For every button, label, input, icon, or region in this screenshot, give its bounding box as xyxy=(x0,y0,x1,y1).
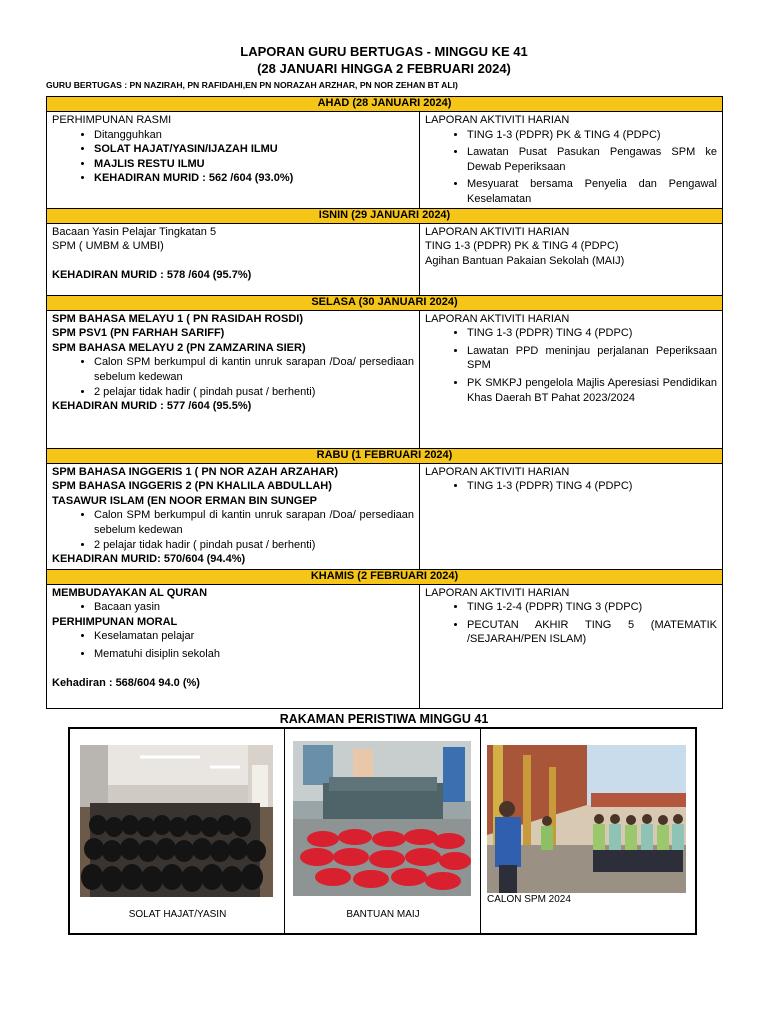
ahad-left-cell xyxy=(47,112,420,209)
caption-solat-hajat: SOLAT HAJAT/YASIN xyxy=(128,909,227,920)
list-item: • Keselamatan pelajar xyxy=(94,629,414,644)
list-item: • KEHADIRAN MURID : 562 /604 (93.0%) xyxy=(94,171,414,186)
section-heading: LAPORAN AKTIVITI HARIAN xyxy=(425,312,570,325)
report-subtitle: (28 JANUARI HINGGA 2 FEBRUARI 2024) xyxy=(257,61,511,76)
photo-calon-spm xyxy=(487,745,686,893)
list-item: • SOLAT HAJAT/YASIN/IJAZAH ILMU xyxy=(94,142,414,157)
text-line: Agihan Bantuan Pakaian Sekolah (MAIJ) xyxy=(425,254,625,267)
selasa-right-cell xyxy=(420,310,723,448)
list-item: • Bacaan yasin xyxy=(94,600,414,615)
text-line: SPM ( UMBM & UMBI) xyxy=(52,240,164,253)
selasa-left-cell xyxy=(47,310,420,448)
exam-line: SPM BAHASA INGGERIS 1 ( PN NOR AZAH ARZAHAR) xyxy=(52,465,339,478)
photo-gallery xyxy=(68,727,697,935)
day-header-khamis: KHAMIS (2 FEBRUARI 2024) xyxy=(47,569,723,584)
list-item: • MAJLIS RESTU ILMU xyxy=(94,157,414,172)
section-heading: LAPORAN AKTIVITI HARIAN xyxy=(425,114,570,126)
list-item: • TING 1-2-4 (PDPR) TING 3 (PDPC) xyxy=(467,600,717,615)
gallery-cell-3 xyxy=(481,729,695,933)
list-item: • Lawatan PPD meninjau perjalanan Peperiksaan SPM xyxy=(467,344,717,373)
exam-line: SPM PSV1 (PN FARHAH SARIFF) xyxy=(52,327,225,340)
exam-line: TASAWUR ISLAM (EN NOOR ERMAN BIN SUNGEP xyxy=(52,494,318,507)
rabu-right-cell xyxy=(420,463,723,569)
photo-bantuan-maij xyxy=(293,741,471,896)
rabu-left-cell xyxy=(47,463,420,569)
exam-line: SPM BAHASA INGGERIS 2 (PN KHALILA ABDULLAH) xyxy=(52,480,332,493)
day-header-ahad: AHAD (28 JANUARI 2024) xyxy=(47,97,723,112)
section-heading: MEMBUDAYAKAN AL QURAN xyxy=(52,586,208,599)
list-item: • Mematuhi disiplin sekolah xyxy=(94,647,414,662)
attendance: Kehadiran : 568/604 94.0 (%) xyxy=(52,676,200,689)
section-heading: PERHIMPUNAN RASMI xyxy=(52,114,172,126)
duty-teachers: GURU BERTUGAS : PN NAZIRAH, PN RAFIDAHI,EN PN NORAZAH ARZHAR, PN NOR ZEHAN BT ALI) xyxy=(46,80,458,90)
list-item: • Ditangguhkan xyxy=(94,128,414,143)
gallery-cell-2 xyxy=(285,729,481,933)
caption-bantuan-maij: BANTUAN MAIJ xyxy=(346,909,420,920)
exam-line: SPM BAHASA MELAYU 2 (PN ZAMZARINA SIER) xyxy=(52,341,306,354)
gallery-title: RAKAMAN PERISTIWA MINGGU 41 xyxy=(279,712,489,726)
list-item: • PECUTAN AKHIR TING 5 (MATEMATIK /SEJARAH/PEN ISLAM) xyxy=(467,618,717,647)
list-item: • 2 pelajar tidak hadir ( pindah pusat / berhenti) xyxy=(94,385,414,400)
photo-solat-hajat xyxy=(80,745,273,897)
text-line: TING 1-3 (PDPR) PK & TING 4 (PDPC) xyxy=(425,240,619,253)
text-line: Bacaan Yasin Pelajar Tingkatan 5 xyxy=(52,225,217,238)
list-item: • 2 pelajar tidak hadir ( pindah pusat / berhenti) xyxy=(94,538,414,553)
attendance: KEHADIRAN MURID : 577 /604 (95.5%) xyxy=(52,400,252,413)
list-item: • PK SMKPJ pengelola Majlis Aperesiasi Pendidikan Khas Daerah BT Pahat 2023/2024 xyxy=(467,376,717,405)
list-item: • Calon SPM berkumpul di kantin unruk sarapan /Doa/ persediaan sebelum kedewan xyxy=(94,508,414,537)
caption-calon-spm: CALON SPM 2024 xyxy=(487,894,571,905)
ahad-right-cell xyxy=(420,112,723,209)
daily-report-table xyxy=(46,96,723,709)
list-item: • Mesyuarat bersama Penyelia dan Pengawal Keselamatan xyxy=(467,177,717,206)
list-item: • Lawatan Pusat Pasukan Pengawas SPM ke Dewab Peperiksaan xyxy=(467,145,717,174)
list-item: • TING 1-3 (PDPR) TING 4 (PDPC) xyxy=(467,326,717,341)
khamis-right-cell xyxy=(420,584,723,708)
section-heading: LAPORAN AKTIVITI HARIAN xyxy=(425,225,570,238)
attendance: KEHADIRAN MURID: 570/604 (94.4%) xyxy=(52,553,246,566)
list-item: • Calon SPM berkumpul di kantin unruk sarapan /Doa/ persediaan sebelum kedewan xyxy=(94,355,414,384)
section-heading: LAPORAN AKTIVITI HARIAN xyxy=(425,465,570,478)
exam-line: SPM BAHASA MELAYU 1 ( PN RASIDAH ROSDI) xyxy=(52,312,303,325)
isnin-left-cell xyxy=(47,223,420,295)
gallery-cell-1 xyxy=(70,729,285,933)
khamis-left-cell xyxy=(47,584,420,708)
section-heading: PERHIMPUNAN MORAL xyxy=(52,615,178,628)
report-title: LAPORAN GURU BERTUGAS - MINGGU KE 41 xyxy=(240,44,528,59)
day-header-rabu: RABU (1 FEBRUARI 2024) xyxy=(47,448,723,463)
list-item: • TING 1-3 (PDPR) TING 4 (PDPC) xyxy=(467,479,717,494)
attendance: KEHADIRAN MURID : 578 /604 (95.7%) xyxy=(52,268,252,281)
day-header-isnin: ISNIN (29 JANUARI 2024) xyxy=(47,208,723,223)
isnin-right-cell xyxy=(420,223,723,295)
day-header-selasa: SELASA (30 JANUARI 2024) xyxy=(47,295,723,310)
list-item: • TING 1-3 (PDPR) PK & TING 4 (PDPC) xyxy=(467,128,717,143)
section-heading: LAPORAN AKTIVITI HARIAN xyxy=(425,586,570,599)
